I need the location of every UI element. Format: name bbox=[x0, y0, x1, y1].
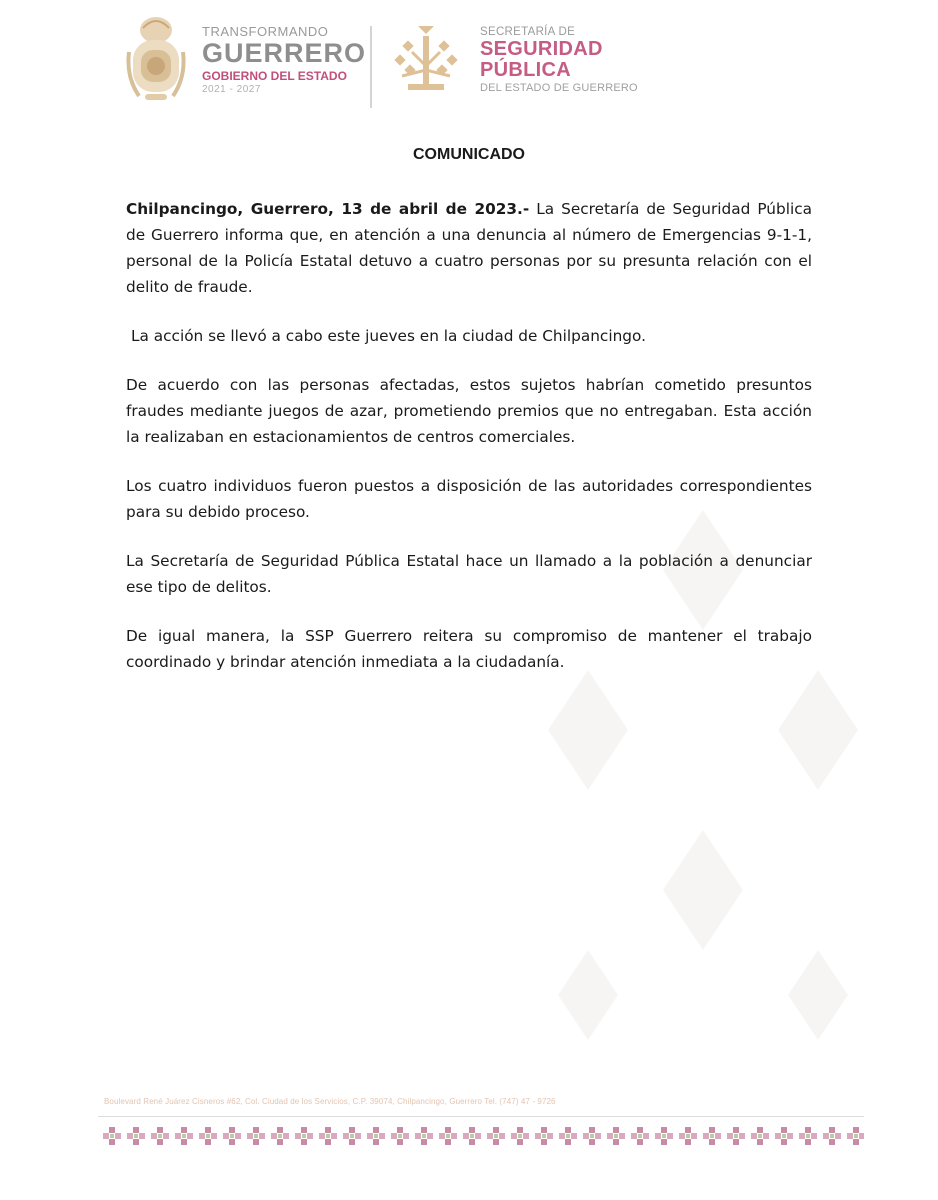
paragraph-3: De acuerdo con las personas afectadas, estos sujetos habrían cometido presuntos fraudes mediante juegos de azar, prometiendo premios que no entregaban. Esta acción la realizaban en estacionamientos de centros comerciales. bbox=[126, 376, 812, 446]
ssp-title-line2: PÚBLICA bbox=[480, 59, 571, 81]
government-wordmark bbox=[202, 24, 366, 96]
ssp-wordmark bbox=[480, 26, 638, 95]
paragraph-2: La acción se llevó a cabo este jueves en la ciudad de Chilpancingo. bbox=[131, 327, 646, 345]
letterhead bbox=[120, 10, 680, 110]
document-title: COMUNICADO bbox=[413, 146, 525, 163]
gov-subtitle: GOBIERNO DEL ESTADO bbox=[202, 69, 347, 83]
dateline: Chilpancingo, Guerrero, 13 de abril de 2023.- bbox=[126, 200, 530, 218]
footer-address: Boulevard René Juárez Cisneros #62, Col. Ciudad de los Servicios, C.P. 39074, Chilpancingo, Guerrero Tel. (747) 47 - 9726 bbox=[104, 1097, 556, 1106]
ssp-tree-emblem-icon bbox=[388, 26, 464, 98]
ssp-kicker: SECRETARÍA DE bbox=[480, 26, 576, 38]
footer-divider bbox=[98, 1116, 864, 1117]
paragraph-4: Los cuatro individuos fueron puestos a disposición de las autoridades correspondientes para su debido proceso. bbox=[126, 477, 812, 521]
paragraph-1-text: La Secretaría de Seguridad Pública de Guerrero informa que, en atención a una denuncia al número de Emergencias 9-1-1, personal de la Policía Estatal detuvo a cuatro personas por su presunta relación con el delito de fraude. bbox=[126, 200, 812, 296]
paragraph-5: La Secretaría de Seguridad Pública Estatal hace un llamado a la población a denunciar ese tipo de delitos. bbox=[126, 552, 812, 596]
header-divider bbox=[370, 26, 372, 108]
ssp-subtitle: DEL ESTADO DE GUERRERO bbox=[480, 82, 638, 94]
gov-kicker: TRANSFORMANDO bbox=[202, 24, 329, 39]
document-body bbox=[126, 196, 812, 698]
ssp-title-line1: SEGURIDAD bbox=[480, 38, 603, 60]
paragraph-6: De igual manera, la SSP Guerrero reitera su compromiso de mantener el trabajo coordinado y brindar atención inmediata a la ciudadanía. bbox=[126, 627, 812, 671]
state-seal-logo bbox=[125, 12, 187, 104]
paragraph-1 bbox=[126, 196, 812, 300]
gov-title: GUERRERO bbox=[202, 38, 367, 68]
footer-ornament-band bbox=[100, 1125, 864, 1147]
gov-years: 2021 - 2027 bbox=[202, 84, 261, 95]
